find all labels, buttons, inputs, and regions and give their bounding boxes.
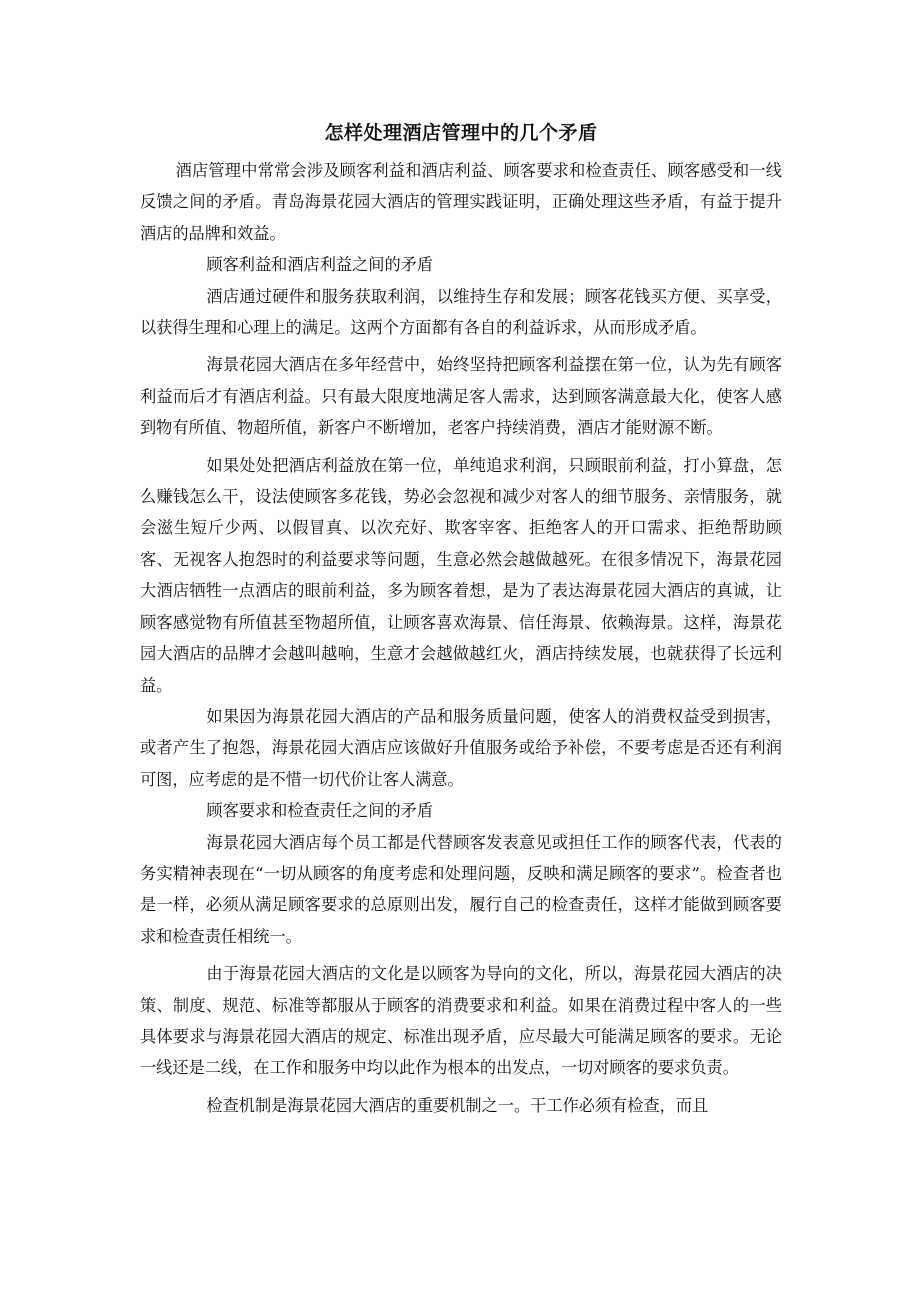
body-paragraph-4: 如果因为海景花园大酒店的产品和服务质量问题，使客人的消费权益受到损害，或者产生了抱怨，海景花园大酒店应该做好升值服务或给予补偿，不要考虑是否还有利润可图，应考虑的是不惜一切代价让客人满意。	[140, 706, 782, 789]
body-paragraph-3: 如果处处把酒店利益放在第一位，单纯追求利润，只顾眼前利益，打小算盘，怎么赚钱怎么干，设法使顾客多花钱，势必会忽视和减少对客人的细节服务、亲情服务，就会滋生短斤少两、以假冒真、以次充好、欺客宰客、拒绝客人的开口需求、拒绝帮助顾客、无视客人抱怨时的利益要求等问题，生意必然会越做越死。在很多情况下，海景花园大酒店牺牲一点酒店的眼前利益，多为顾客着想，是为了表达海景花园大酒店的真诚，让顾客感觉物有所值甚至物超所值，让顾客喜欢海景、信任海景、依赖海景。这样，海景花园大酒店的品牌才会越叫越响，生意才会越做越红火，酒店持续发展，也就获得了长远利益。	[140, 455, 782, 695]
document-page	[140, 118, 782, 1121]
body-paragraph-2: 海景花园大酒店在多年经营中，始终坚持把顾客利益摆在第一位，认为先有顾客利益而后才有酒店利益。只有最大限度地满足客人需求，达到顾客满意最大化，使客人感到物有所值、物超所值，新客户不断增加，老客户持续消费，酒店才能财源不断。	[140, 355, 782, 438]
body-paragraph-1: 酒店通过硬件和服务获取利润，以维持生存和发展；顾客花钱买方便、买享受，以获得生理和心理上的满足。这两个方面都有各自的利益诉求，从而形成矛盾。	[140, 286, 782, 338]
section-heading-requirements-vs-inspection: 顾客要求和检查责任之间的矛盾	[206, 801, 434, 821]
document-title: 怎样处理酒店管理中的几个矛盾	[324, 122, 598, 144]
body-paragraph-6: 由于海景花园大酒店的文化是以顾客为导向的文化，所以，海景花园大酒店的决策、制度、规范、标准等都服从于顾客的消费要求和利益。如果在消费过程中客人的一些具体要求与海景花园大酒店的规定、标准出现矛盾，应尽最大可能满足顾客的要求。无论一线还是二线，在工作和服务中均以此作为根本的出发点，一切对顾客的要求负责。	[140, 964, 782, 1078]
intro-paragraph: 酒店管理中常常会涉及顾客利益和酒店利益、顾客要求和检查责任、顾客感受和一线反馈之间的矛盾。青岛海景花园大酒店的管理实践证明，正确处理这些矛盾，有益于提升酒店的品牌和效益。	[140, 161, 782, 243]
body-paragraph-7: 检查机制是海景花园大酒店的重要机制之一。干工作必须有检查，而且	[206, 1095, 709, 1115]
body-paragraph-5: 海景花园大酒店每个员工都是代替顾客发表意见或担任工作的顾客代表，代表的务实精神表现在“一切从顾客的角度考虑和处理问题，反映和满足顾客的要求”。检查者也是一样，必须从满足顾客要求的总原则出发，履行自己的检查责任，这样才能做到顾客要求和检查责任相统一。	[140, 832, 782, 946]
section-heading-customer-vs-hotel-interest: 顾客利益和酒店利益之间的矛盾	[206, 255, 434, 275]
